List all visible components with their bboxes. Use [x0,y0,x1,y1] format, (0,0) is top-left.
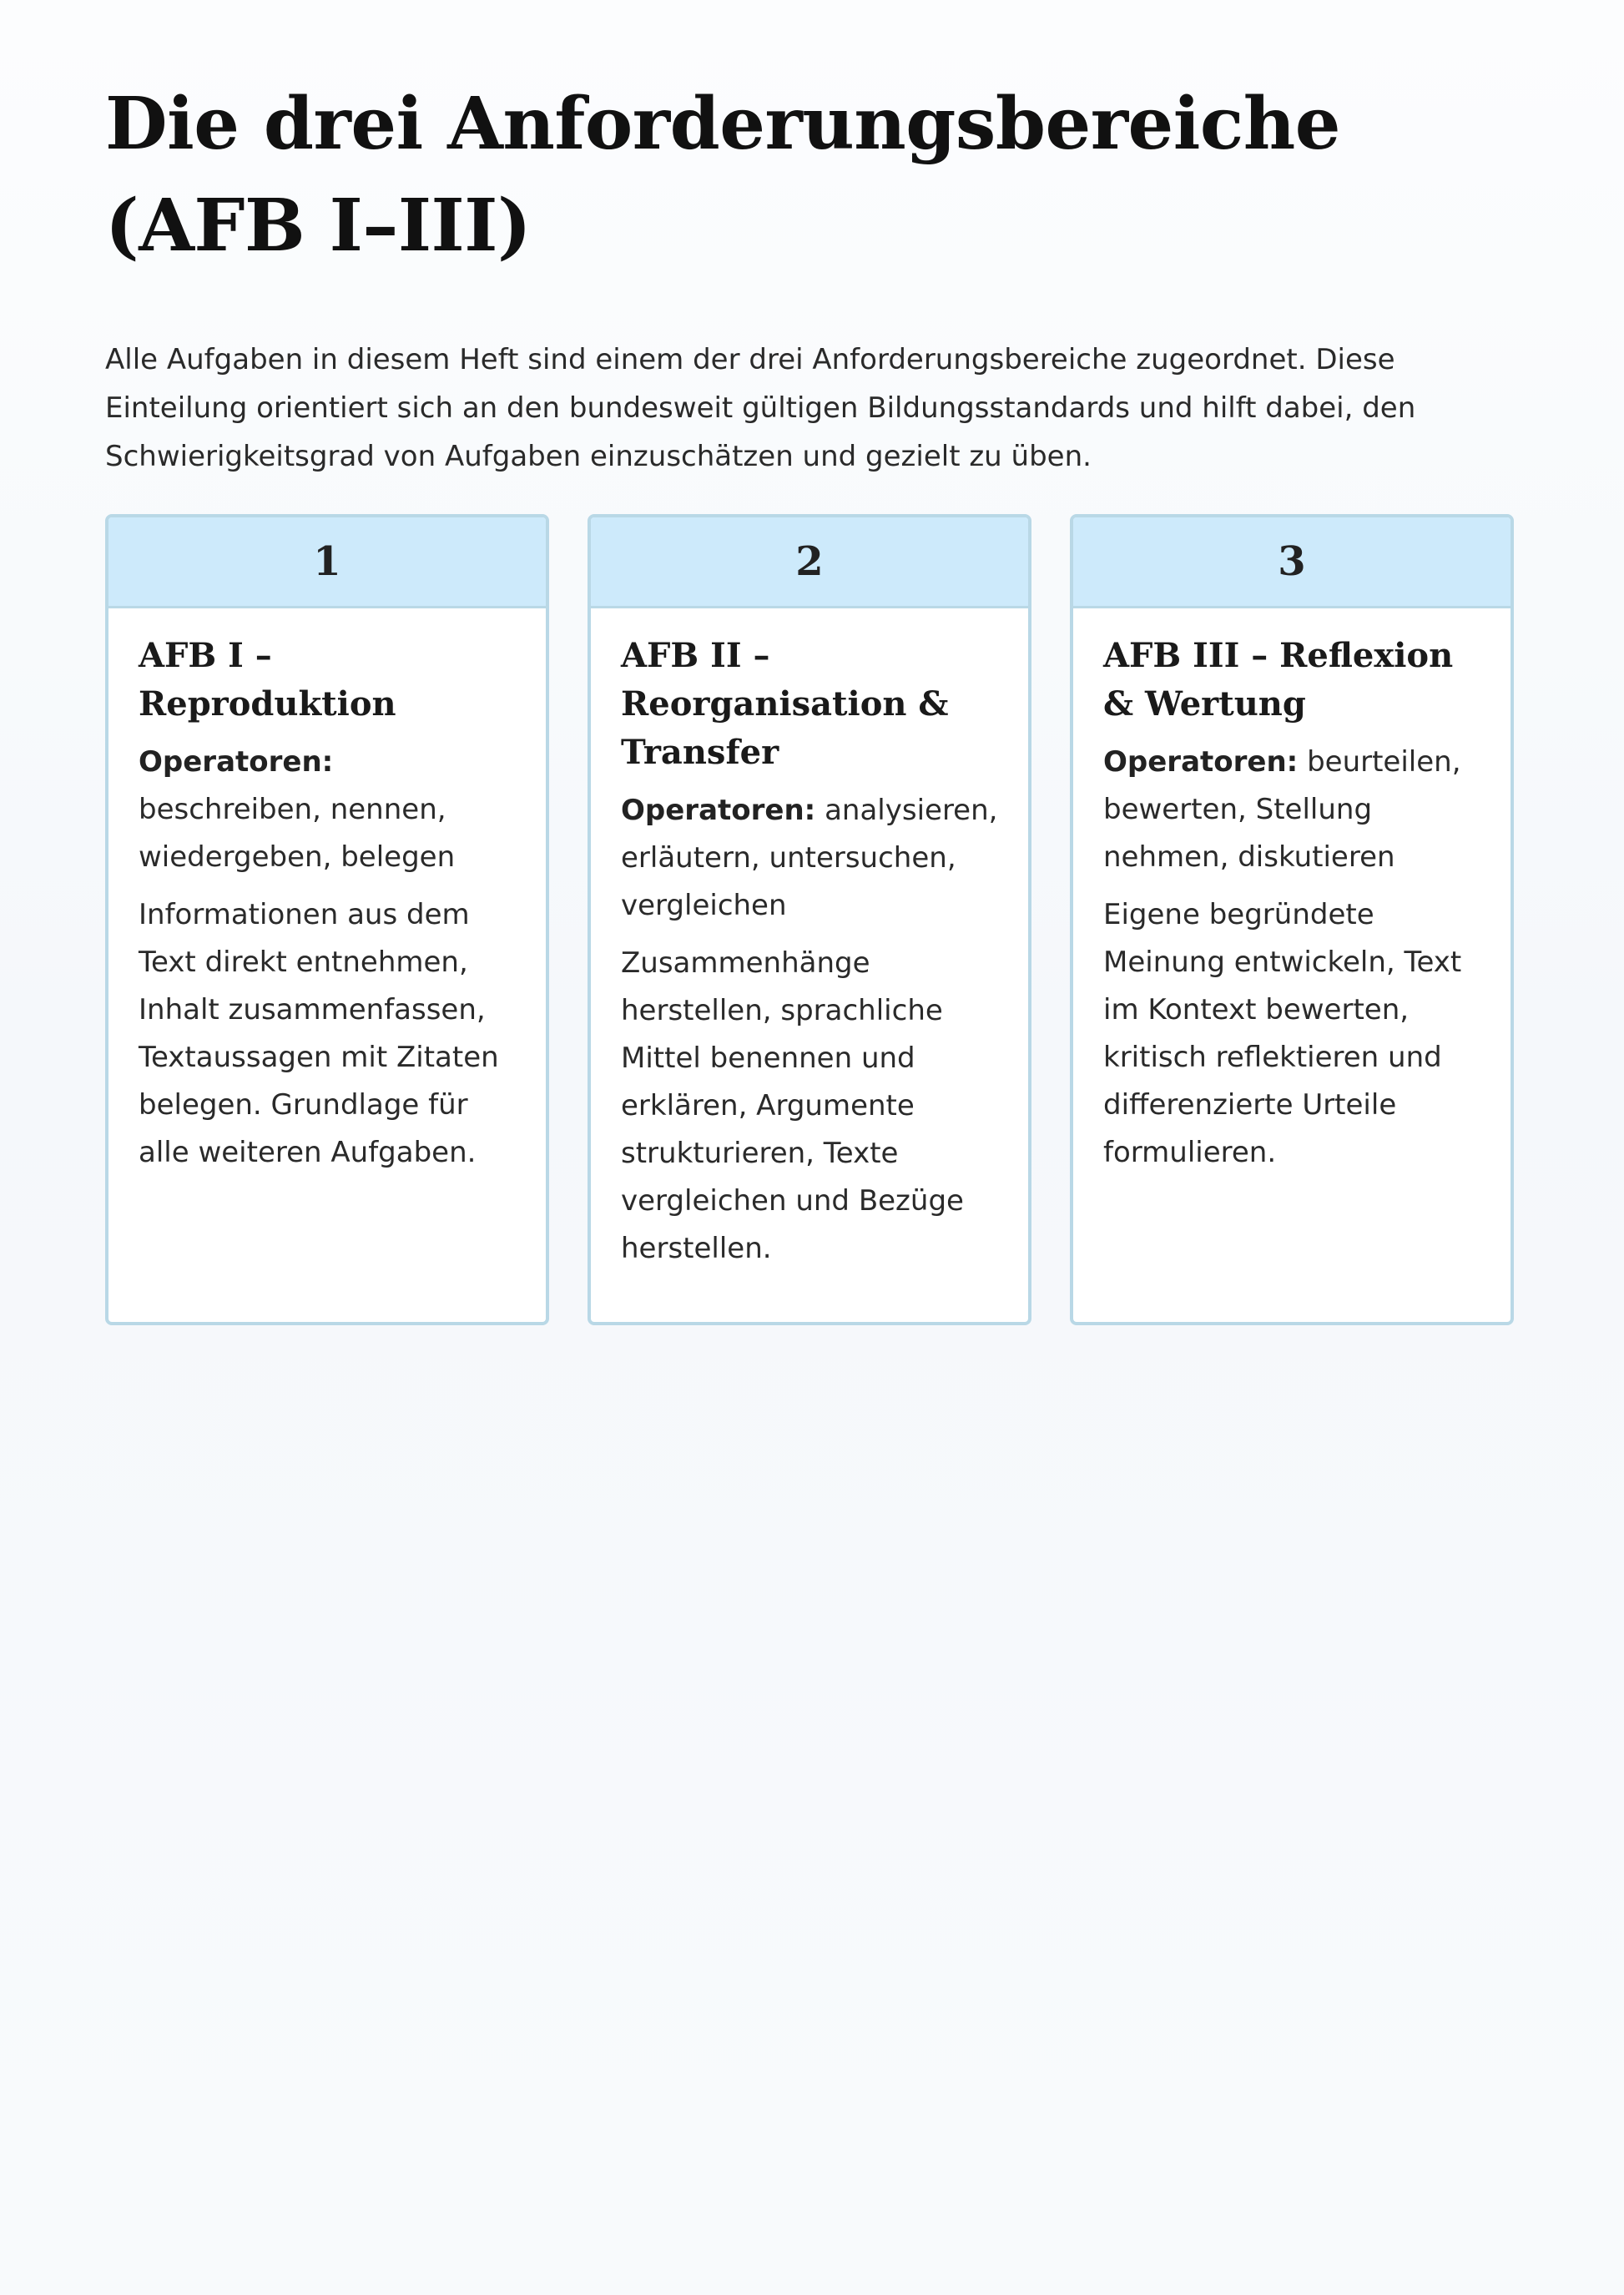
card-number: 2 [591,517,1028,608]
afb-card-1 [105,514,549,1325]
card-title: AFB II – Reorganisation & Transfer [621,636,949,772]
afb-card-3 [1070,514,1514,1325]
card-title: AFB I – Reproduktion [139,636,396,724]
operators-label: Operatoren: [1103,745,1299,779]
card-title: AFB III – Reflexion & Wertung [1103,636,1454,724]
card-number: 3 [1073,517,1511,608]
operators-list: analysieren, erläutern, untersuchen, vergleichen [621,794,998,922]
operators-label: Operatoren: [621,794,816,827]
operators-list: beschreiben, nennen, wiedergeben, belegen [139,793,456,874]
card-operators [621,787,998,930]
operators-label: Operatoren: [139,745,334,779]
card-description: Zusammenhänge herstellen, sprachliche Mittel benennen und erklären, Argumente strukturieren, Texte vergleichen und Bezüge herstellen. [621,946,964,1265]
card-body [1073,608,1511,1202]
card-description: Informationen aus dem Text direkt entnehmen, Inhalt zusammenfassen, Textaussagen mit Zitaten belegen. Grundlage für alle weiteren Aufgaben. [139,898,499,1169]
card-operators [139,739,516,881]
page-title: Die drei Anforderungsbereiche (AFB I–III) [105,82,1341,268]
afb-card-2 [588,514,1031,1325]
afb-cards [105,514,1519,1329]
card-description: Eigene begründete Meinung entwickeln, Text im Kontext bewerten, kritisch reflektieren und differenzierte Urteile formulieren. [1103,898,1462,1169]
operators-list: beurteilen, bewerten, Stellung nehmen, diskutieren [1103,745,1461,874]
card-body [591,608,1028,1298]
card-number: 1 [108,517,546,608]
card-operators [1103,739,1480,881]
intro-paragraph: Alle Aufgaben in diesem Heft sind einem der drei Anforderungsbereiche zugeordnet. Diese Einteilung orientiert sich an den bundesweit gültigen Bildungsstandards und hilft dabei, den Schwierigkeitsgrad von Aufgaben einzuschätzen und gezielt zu üben. [105,343,1416,473]
card-body [108,608,546,1202]
